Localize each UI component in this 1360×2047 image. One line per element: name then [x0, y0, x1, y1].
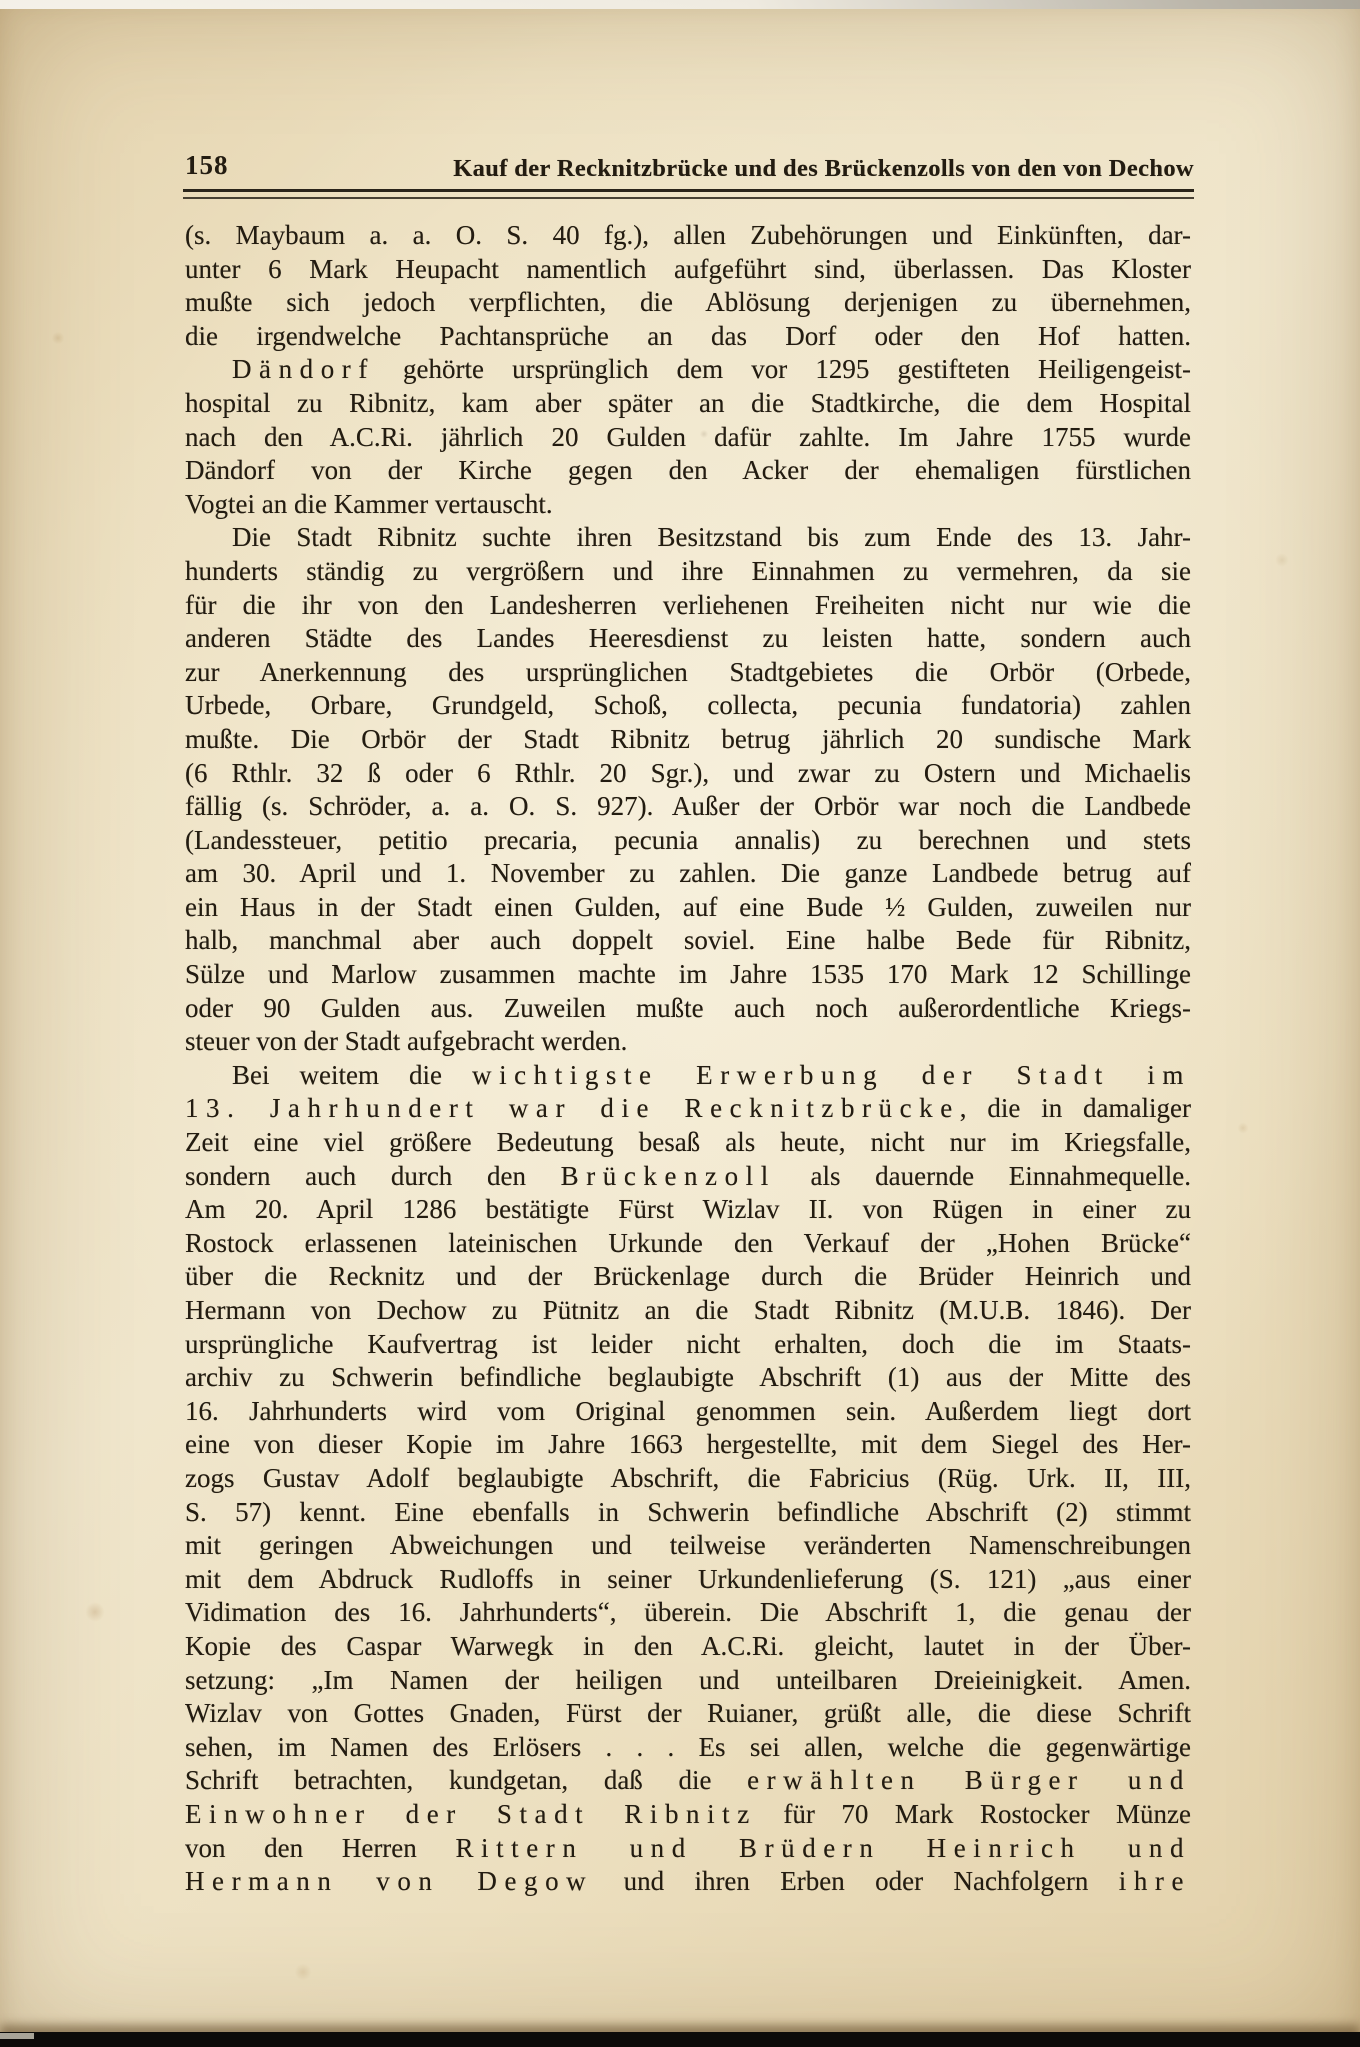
text-segment: die irgendwelche Pachtansprüche an das Dorf oder den Hof hatten. — [185, 320, 1191, 351]
text-segment: oder 90 Gulden aus. Zuweilen mußte auch noch außerordentliche Kriegs- — [185, 992, 1191, 1023]
text-line — [185, 353, 1191, 387]
page-number: 158 — [185, 150, 229, 180]
text-line — [185, 1832, 1191, 1866]
text-line — [185, 1428, 1191, 1462]
text-segment: Hermann von Dechow zu Pütnitz an die Stadt Ribnitz (M.U.B. 1846). Der — [185, 1295, 1191, 1325]
text-segment: für die ihr von den Landesherren verliehenen Freiheiten nicht nur wie die — [185, 589, 1191, 620]
text-line — [185, 924, 1191, 958]
text-segment: sondern auch durch den — [185, 1160, 561, 1191]
text-line — [185, 1865, 1191, 1899]
letterspaced-text: Dändorf — [232, 354, 375, 385]
text-segment: Die Stadt Ribnitz suchte ihren Besitzstand bis zum Ende des 13. Jahr- — [232, 522, 1191, 553]
text-line — [185, 1630, 1191, 1664]
text-segment: hospital zu Ribnitz, kam aber später an die Stadtkirche, die dem Hospital — [185, 387, 1191, 418]
text-segment: Bei weitem die — [232, 1059, 473, 1090]
text-line — [185, 723, 1191, 757]
text-segment: am 30. April und 1. November zu zahlen. Die ganze Landbede betrug auf — [185, 858, 1191, 889]
text-line — [185, 1529, 1191, 1563]
text-segment: Vogtei an die Kammer vertauscht. — [185, 488, 553, 519]
text-segment: halb, manchmal aber auch doppelt soviel. Eine halbe Bede für Ribnitz, — [185, 925, 1191, 956]
text-segment: als dauernde Einnahmequelle. — [775, 1160, 1191, 1191]
text-segment: (Landessteuer, petitio precaria, pecunia annalis) zu berechnen und stets — [185, 824, 1191, 855]
text-line — [185, 555, 1191, 589]
text-line — [185, 488, 1191, 522]
text-line — [185, 1563, 1191, 1597]
text-segment: ein Haus in der Stadt einen Gulden, auf eine Bude ½ Gulden, zuweilen nur — [185, 891, 1191, 922]
text-segment: fällig (s. Schröder, a. a. O. S. 927). Außer der Orbör war noch die Landbede — [185, 791, 1191, 822]
text-segment: (s. Maybaum a. a. O. S. 40 fg.), allen Zubehörungen und Einkünften, dar- — [185, 220, 1191, 250]
text-line — [185, 757, 1191, 791]
text-line — [185, 1731, 1191, 1765]
text-segment: , die in damaliger — [959, 1093, 1191, 1124]
text-line — [185, 421, 1191, 455]
text-segment: Vidimation des 16. Jahrhunderts“, überein. Die Abschrift 1, die genau der — [185, 1597, 1191, 1628]
text-line — [185, 1697, 1191, 1731]
scan-edge-bottom — [0, 2032, 1360, 2047]
text-segment: Schrift betrachten, kundgetan, daß die — [185, 1765, 748, 1796]
text-line — [185, 790, 1191, 824]
text-segment: S. 57) kennt. Eine ebenfalls in Schwerin befindliche Abschrift (2) stimmt — [185, 1496, 1191, 1527]
text-segment: 16. Jahrhunderts wird vom Original genommen sein. Außerdem liegt dort — [185, 1395, 1191, 1426]
text-segment: sehen, im Namen des Erlösers . . . Es sei allen, welche die gegenwärtige — [185, 1731, 1191, 1762]
text-line — [185, 1764, 1191, 1798]
letterspaced-text: Brückenzoll — [560, 1160, 776, 1191]
text-segment: mit dem Abdruck Rudloffs in seiner Urkundenlieferung (S. 121) „aus einer — [185, 1563, 1191, 1594]
text-segment: setzung: „Im Namen der heiligen und unteilbaren Dreieinigkeit. Amen. — [185, 1664, 1191, 1695]
text-line — [185, 589, 1191, 623]
letterspaced-text: erwählten Bürger und — [747, 1765, 1191, 1796]
text-line — [185, 320, 1191, 354]
text-line — [185, 1193, 1191, 1227]
text-line — [185, 824, 1191, 858]
header-rule-bottom — [183, 197, 1194, 199]
text-segment: zur Anerkennung des ursprünglichen Stadtgebietes die Orbör (Orbede, — [185, 656, 1191, 687]
text-segment: unter 6 Mark Heupacht namentlich aufgeführt sind, überlassen. Das Kloster — [185, 253, 1191, 284]
text-segment: hunderts ständig zu vergrößern und ihre Einnahmen zu vermehren, da sie — [185, 555, 1191, 586]
letterspaced-text: ihre — [1118, 1866, 1191, 1897]
text-line — [185, 521, 1191, 555]
text-line — [185, 1227, 1191, 1261]
text-line — [185, 1160, 1191, 1194]
text-line — [185, 286, 1191, 320]
text-line — [185, 1294, 1191, 1328]
text-segment: mit geringen Abweichungen und teilweise veränderten Namenschreibungen — [185, 1530, 1191, 1561]
text-segment: und ihren Erben oder Nachfolgern — [593, 1866, 1119, 1897]
text-line — [185, 1025, 1191, 1059]
header-rule-top — [183, 189, 1194, 192]
text-line — [185, 958, 1191, 992]
text-line — [185, 1328, 1191, 1362]
text-segment: für 70 Mark Rostocker Münze — [756, 1798, 1191, 1829]
text-line — [185, 1092, 1191, 1126]
scan-edge-top — [0, 0, 1360, 9]
text-segment: (6 Rthlr. 32 ß oder 6 Rthlr. 20 Sgr.), und zwar zu Ostern und Michaelis — [185, 757, 1191, 788]
text-line — [185, 387, 1191, 421]
text-segment: ursprüngliche Kaufvertrag ist leider nicht erhalten, doch die im Staats- — [185, 1328, 1191, 1359]
text-line — [185, 1059, 1191, 1093]
text-segment: gehörte ursprünglich dem vor 1295 gestifteten Heiligengeist- — [374, 354, 1191, 385]
text-line — [185, 857, 1191, 891]
page-body — [185, 219, 1191, 1899]
text-line — [185, 1126, 1191, 1160]
text-segment: mußte sich jedoch verpflichten, die Ablösung derjenigen zu übernehmen, — [185, 287, 1191, 318]
text-segment: eine von dieser Kopie im Jahre 1663 hergestellte, mit dem Siegel des Her- — [185, 1429, 1191, 1460]
letterspaced-text: Einwohner der Stadt Ribnitz — [185, 1798, 757, 1829]
text-segment: Sülze und Marlow zusammen machte im Jahre 1535 170 Mark 12 Schillinge — [185, 959, 1191, 990]
text-line — [185, 1496, 1191, 1530]
text-line — [185, 622, 1191, 656]
text-line — [185, 1596, 1191, 1630]
text-segment: mußte. Die Orbör der Stadt Ribnitz betrug jährlich 20 sundische Mark — [185, 723, 1191, 754]
text-segment: steuer von der Stadt aufgebracht werden. — [185, 1026, 628, 1057]
text-line — [185, 1798, 1191, 1832]
text-segment: Wizlav von Gottes Gnaden, Fürst der Ruianer, grüßt alle, die diese Schrift — [185, 1698, 1191, 1729]
letterspaced-text: 13. Jahrhundert war die Recknitzbrücke — [185, 1093, 960, 1124]
text-line — [185, 891, 1191, 925]
text-line — [185, 1361, 1191, 1395]
text-line — [185, 1395, 1191, 1429]
text-segment: von den Herren — [185, 1832, 456, 1863]
text-line — [185, 656, 1191, 690]
text-line — [185, 992, 1191, 1026]
text-line — [185, 689, 1191, 723]
text-segment: Rostock erlassenen lateinischen Urkunde den Verkauf der „Hohen Brücke“ — [185, 1227, 1191, 1258]
text-line — [185, 1462, 1191, 1496]
text-line — [185, 1664, 1191, 1698]
text-segment: archiv zu Schwerin befindliche beglaubigte Abschrift (1) aus der Mitte des — [185, 1362, 1191, 1393]
text-segment: Zeit eine viel größere Bedeutung besaß als heute, nicht nur im Kriegsfalle, — [185, 1127, 1191, 1158]
running-header: Kauf der Recknitzbrücke und des Brückenzolls von den von Dechow — [453, 155, 1194, 182]
text-segment: nach den A.C.Ri. jährlich 20 Gulden dafür zahlte. Im Jahre 1755 wurde — [185, 421, 1191, 452]
text-segment: Kopie des Caspar Warwegk in den A.C.Ri. gleicht, lautet in der Über- — [185, 1630, 1191, 1661]
letterspaced-text: Hermann von Degow — [185, 1866, 594, 1897]
text-segment: Dändorf von der Kirche gegen den Acker der ehemaligen fürstlichen — [185, 455, 1191, 486]
text-line — [185, 1260, 1191, 1294]
text-line — [185, 219, 1191, 253]
text-segment: anderen Städte des Landes Heeresdienst zu leisten hatte, sondern auch — [185, 623, 1191, 654]
text-segment: Urbede, Orbare, Grundgeld, Schoß, collecta, pecunia fundatoria) zahlen — [185, 690, 1191, 721]
letterspaced-text: Rittern und Brüdern Heinrich und — [455, 1832, 1191, 1863]
text-line — [185, 253, 1191, 287]
text-segment: über die Recknitz und der Brückenlage durch die Brüder Heinrich und — [185, 1261, 1191, 1292]
text-segment: zogs Gustav Adolf beglaubigte Abschrift, die Fabricius (Rüg. Urk. II, III, — [185, 1462, 1191, 1493]
letterspaced-text: wichtigste Erwerbung der Stadt im — [472, 1059, 1191, 1090]
text-line — [185, 454, 1191, 488]
text-segment: Am 20. April 1286 bestätigte Fürst Wizlav II. von Rügen in einer zu — [185, 1194, 1191, 1225]
